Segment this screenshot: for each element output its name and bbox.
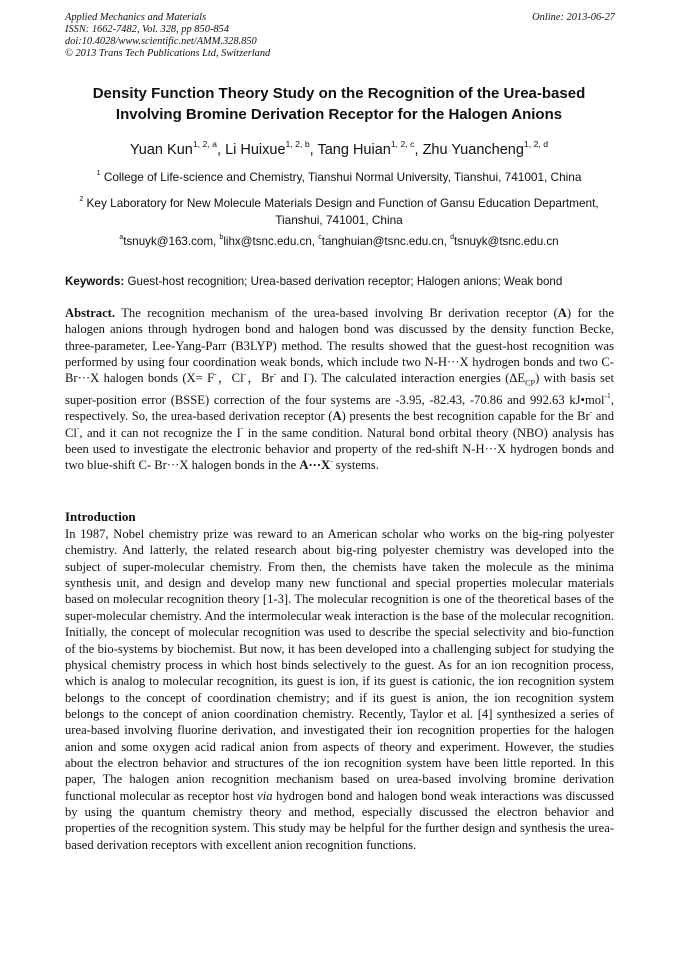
- email-mark: a: [119, 234, 124, 242]
- abstract-text: ，Cl: [216, 371, 244, 386]
- copyright-line: © 2013 Trans Tech Publications Ltd, Switzerland: [65, 48, 271, 59]
- doi-line: doi:10.4028/www.scientific.net/AMM.328.850: [65, 36, 257, 47]
- email-mark: d: [450, 234, 455, 242]
- charge-sup: -: [307, 368, 310, 378]
- charge-sup: -: [330, 455, 333, 465]
- charge-sup: -: [240, 423, 244, 433]
- receptor-label: A: [332, 409, 342, 424]
- author-name: Li Huixue: [225, 142, 286, 158]
- author-affiliation-mark: 1, 2, b: [285, 138, 310, 149]
- charge-sup: -: [214, 368, 217, 378]
- email-mark: b: [219, 234, 224, 242]
- abstract-text: , and it can not recognize the I: [79, 425, 241, 440]
- unit-sup: -1: [604, 390, 611, 400]
- author-name: Zhu Yuancheng: [422, 142, 524, 158]
- abstract-text: ). The calculated interaction energies (ΔE: [309, 371, 526, 386]
- online-date: Online: 2013-06-27: [532, 12, 615, 23]
- charge-sup: -: [589, 406, 593, 416]
- section-heading: Introduction: [65, 509, 136, 524]
- author-name: Yuan Kun: [129, 142, 193, 158]
- italic-via: via: [257, 788, 273, 803]
- email-address: tanghuian@tsnc.edu.cn: [321, 235, 444, 248]
- abstract-label: Abstract.: [65, 306, 116, 320]
- abstract-text: and Cl: [65, 409, 615, 440]
- keywords: [65, 274, 625, 290]
- affiliation-text: College of Life-science and Chemistry, Tianshui Normal University, Tianshui, 741001, China: [103, 170, 582, 184]
- abstract-text: ，Br: [246, 371, 274, 386]
- affiliation-text: Key Laboratory for New Molecule Materials Design and Function of Gansu Education Department,: [86, 196, 599, 210]
- author-name: Tang Huian: [317, 142, 391, 158]
- abstract-text: , respectively. So, the urea-based derivation receptor (: [65, 393, 614, 424]
- journal-name: Applied Mechanics and Materials: [65, 12, 207, 23]
- email-address: tsnuyk@163.com: [123, 235, 213, 248]
- abstract-text: and I: [276, 371, 308, 386]
- abstract-text: ) presents the best recognition capable for the Br: [341, 409, 590, 424]
- affiliation-1: [60, 169, 618, 186]
- title-line-2: Involving Bromine Derivation Receptor for the Halogen Anions: [115, 106, 563, 123]
- email-address: lihx@tsnc.edu.cn: [223, 235, 312, 248]
- affiliation-2: [60, 195, 618, 229]
- email-address: tsnuyk@tsnc.edu.cn: [454, 235, 559, 248]
- introduction-text: In 1987, Nobel chemistry prize was reward to an American scholar who works on the big-ring polyester chemistry. And latterly, the related research about big-ring polyester chemistry was developed into the subject of super-molecular chemistry. From then, the chemists have taken the molecule as the minima synthesis unit, and design and develop many new functional and special properties molecular materials based on molecular recognition theory [1-3]. The molecular recognition is one of the theoretical bases of the super-molecular chemistry. And the intermolecular weak interaction is the base of the molecular recognition. Initially, the concept of molecular recognition was used to describe the special selectivity and bio-function of the bio-systems by biochemist. But now, it has been developed into a challenging subject for studying the physical chemistry process in which host binds selectively to the guest. As for an ion recognition process, which is analog to molecular recognition, its guest is ion, if its guest is cationic, the ion recognition system belongs to the concept of coordination chemistry; and if its guest is anion, the ion recognition system belongs to the concept of anion coordination chemistry. Recently, Taylor et al. [4] synthesized a series of urea-based involving fluorine derivation, and investigated their ion recognition properties for the halogen anion and some oxygen acid radical anion from aspects of theory and experiment. However, the studies about the electron behavior and structures of the ion recognition system have been little reported. In this paper, The halogen anion recognition mechanism based on urea-based involving bromine derivation functional molecular as receptor host: [65, 527, 614, 803]
- abstract-text: The recognition mechanism of the urea-based involving Br derivation receptor (: [121, 306, 558, 320]
- introduction-paragraph: [65, 526, 614, 853]
- abstract-text: ) for the halogen anions through hydrogen bond and halogen bond was discussed by the density function Becke, three-parameter, Lee-Yang-Parr (B3LYP) method. The results showed that the guest-host recognition was performed by using four coordination weak bonds, which include two N-H···X hydrogen bonds and two C-Br···X halogen bonds (X= F: [65, 306, 615, 386]
- keywords-text: Guest-host recognition; Urea-based derivation receptor; Halogen anions; Weak bond: [127, 275, 563, 288]
- abstract-text: ) with basis set super-position error (BSSE) correction of the four systems are -3.95, -82.43, -70.86 and 992.63 kJ•mol: [65, 371, 614, 407]
- email-list: $^a$tsnuyk@163.com, $^b$lihx@tsnc.edu.cn, $^c$tanghuian@tsnc.edu.cn, $^d$tsnuyk@tsnc.edu.cn: [119, 234, 559, 248]
- abstract-text: in the same condition. Natural bond orbital theory (NBO) analysis has been used to investigate the electronic behavior and property of the red-shift N-H···X hydrogen bonds and two blue-shift C- Br···X halogen bonds in the: [65, 425, 614, 473]
- cp-subscript: CP: [525, 378, 536, 388]
- author-affiliation-mark: 1, 2, c: [390, 138, 415, 149]
- charge-sup: -: [273, 368, 277, 378]
- abstract-text: systems.: [332, 458, 379, 473]
- issn-line: ISSN: 1662-7482, Vol. 328, pp 850-854: [65, 24, 229, 35]
- charge-sup: -: [243, 368, 247, 378]
- title-line-1: Density Function Theory Study on the Recognition of the Urea-based: [92, 85, 586, 102]
- receptor-label: A: [557, 306, 567, 320]
- complex-label: A···X: [299, 458, 331, 473]
- author-affiliation-mark: 1, 2, a: [192, 138, 217, 149]
- affiliation-number: 1: [96, 169, 101, 178]
- author-affiliation-mark: 1, 2, d: [523, 138, 549, 149]
- abstract: [65, 305, 614, 473]
- charge-sup: -: [76, 423, 80, 433]
- paper-title: [40, 83, 638, 125]
- affiliation-number: 2: [79, 195, 84, 204]
- keywords-label: Keywords:: [65, 275, 125, 288]
- introduction-text: hydrogen bond and halogen bond weak interactions was discussed by using the quantum chemistry theory and method, especially discussed the electron behavior and properties of the recognition system. This study may be helpful for the further design and synthesis the urea-based derivation receptors with excellent anion recognition functions.: [65, 788, 614, 852]
- affiliation-text-cont: Tianshui, 741001, China: [275, 213, 403, 227]
- author-list: Yuan Kun$^{1, 2, a}$, Li Huixue$^{1, 2, b}$, Tang Huian$^{1, 2, c}$, Zhu Yuancheng$^{1, 2, d}$: [129, 138, 549, 158]
- email-mark: c: [318, 234, 322, 242]
- journal-header: [65, 12, 270, 60]
